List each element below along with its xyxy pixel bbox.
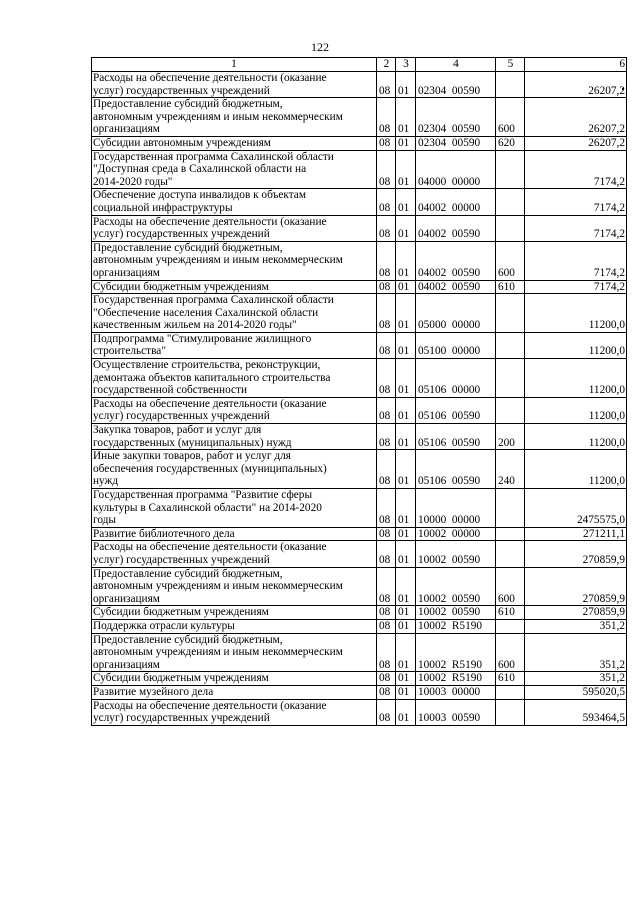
row-name-cell: Субсидии бюджетным учреждениям: [92, 672, 377, 686]
row-name-cell: Государственная программа Сахалинской области "Доступная среда в Сахалинской области на 2014-2020 годы": [92, 150, 377, 189]
row-type-cell: [496, 332, 525, 358]
row-amount-cell: 11200,0: [525, 397, 627, 423]
row-subsection-cell: 01: [396, 567, 416, 606]
row-name-cell: Субсидии бюджетным учреждениям: [92, 280, 377, 294]
table-row: [92, 189, 627, 215]
row-name-cell: Обеспечение доступа инвалидов к объектам социальной инфраструктуры: [92, 189, 377, 215]
row-code-cell: 04002 00590: [416, 215, 496, 241]
table-row: [92, 619, 627, 633]
row-section-cell: 08: [377, 215, 396, 241]
row-code-cell: 05106 00590: [416, 424, 496, 450]
row-name-cell: Расходы на обеспечение деятельности (оказание услуг) государственных учреждений: [92, 397, 377, 423]
row-code-cell: 02304 00590: [416, 72, 496, 98]
row-name-cell: Субсидии бюджетным учреждениям: [92, 606, 377, 620]
row-code-cell: 04002 00590: [416, 280, 496, 294]
row-amount-cell: 2475575,0: [525, 489, 627, 528]
row-name-cell: Предоставление субсидий бюджетным, автономным учреждениям и иным некоммерческим организациям: [92, 241, 377, 280]
row-subsection-cell: 01: [396, 280, 416, 294]
row-code-cell: 05106 00000: [416, 359, 496, 398]
row-amount-cell: 11200,0: [525, 450, 627, 489]
row-code-cell: 02304 00590: [416, 136, 496, 150]
row-section-cell: 08: [377, 489, 396, 528]
row-code-cell: 10002 00590: [416, 606, 496, 620]
row-amount-cell: 271211,1: [525, 527, 627, 541]
row-type-cell: [496, 72, 525, 98]
row-section-cell: 08: [377, 541, 396, 567]
row-type-cell: [496, 294, 525, 333]
row-name-cell: Иные закупки товаров, работ и услуг для обеспечения государственных (муниципальных) нужд: [92, 450, 377, 489]
row-subsection-cell: 01: [396, 150, 416, 189]
row-type-cell: 610: [496, 280, 525, 294]
table-row: [92, 567, 627, 606]
row-section-cell: 08: [377, 189, 396, 215]
row-name-cell: Расходы на обеспечение деятельности (оказание услуг) государственных учреждений: [92, 541, 377, 567]
table-row: [92, 136, 627, 150]
header-col-4: 4: [416, 58, 496, 72]
table-row: [92, 489, 627, 528]
row-amount-cell: 26207,2: [525, 98, 627, 137]
row-amount-cell: 26207,2: [525, 136, 627, 150]
row-code-cell: 10002 00000: [416, 527, 496, 541]
row-section-cell: 08: [377, 424, 396, 450]
row-subsection-cell: 01: [396, 424, 416, 450]
header-col-2: 2: [377, 58, 396, 72]
header-col-6: 6: [525, 58, 627, 72]
table-row: [92, 150, 627, 189]
header-row: [92, 58, 627, 72]
row-code-cell: 10000 00000: [416, 489, 496, 528]
row-subsection-cell: 01: [396, 527, 416, 541]
row-type-cell: 610: [496, 606, 525, 620]
row-subsection-cell: 01: [396, 685, 416, 699]
row-subsection-cell: 01: [396, 215, 416, 241]
table-row: [92, 450, 627, 489]
row-section-cell: 08: [377, 136, 396, 150]
row-type-cell: 620: [496, 136, 525, 150]
row-amount-cell: 351,2: [525, 672, 627, 686]
row-name-cell: Расходы на обеспечение деятельности (оказание услуг) государственных учреждений: [92, 699, 377, 725]
row-subsection-cell: 01: [396, 489, 416, 528]
row-name-cell: Расходы на обеспечение деятельности (оказание услуг) государственных учреждений: [92, 72, 377, 98]
row-code-cell: 10002 R5190: [416, 633, 496, 672]
row-amount-cell: 11200,0: [525, 359, 627, 398]
row-section-cell: 08: [377, 450, 396, 489]
table-row: [92, 215, 627, 241]
row-type-cell: 240: [496, 450, 525, 489]
row-subsection-cell: 01: [396, 672, 416, 686]
row-name-cell: Государственная программа "Развитие сферы культуры в Сахалинской области" на 2014-2020 годы: [92, 489, 377, 528]
page-number: 122: [311, 40, 329, 54]
header-col-5: 5: [496, 58, 525, 72]
row-subsection-cell: 01: [396, 332, 416, 358]
row-amount-cell: 351,2: [525, 633, 627, 672]
row-section-cell: 08: [377, 332, 396, 358]
row-type-cell: [496, 215, 525, 241]
row-name-cell: Предоставление субсидий бюджетным, автономным учреждениям и иным некоммерческим организациям: [92, 633, 377, 672]
row-code-cell: 10002 R5190: [416, 619, 496, 633]
row-name-cell: Предоставление субсидий бюджетным, автономным учреждениям и иным некоммерческим организациям: [92, 567, 377, 606]
table-row: [92, 359, 627, 398]
row-section-cell: 08: [377, 98, 396, 137]
row-code-cell: 10003 00590: [416, 699, 496, 725]
row-section-cell: 08: [377, 633, 396, 672]
row-section-cell: 08: [377, 359, 396, 398]
row-section-cell: 08: [377, 606, 396, 620]
row-code-cell: 05106 00590: [416, 397, 496, 423]
row-amount-cell: 7174,2: [525, 150, 627, 189]
row-subsection-cell: 01: [396, 450, 416, 489]
table-row: [92, 397, 627, 423]
table-row: [92, 541, 627, 567]
row-section-cell: 08: [377, 72, 396, 98]
row-name-cell: Развитие музейного дела: [92, 685, 377, 699]
row-section-cell: 08: [377, 527, 396, 541]
row-subsection-cell: 01: [396, 294, 416, 333]
row-subsection-cell: 01: [396, 633, 416, 672]
row-section-cell: 08: [377, 280, 396, 294]
row-amount-cell: 270859,9: [525, 567, 627, 606]
table-row: [92, 699, 627, 725]
row-subsection-cell: 01: [396, 98, 416, 137]
row-subsection-cell: 01: [396, 541, 416, 567]
row-code-cell: 10002 00590: [416, 541, 496, 567]
row-section-cell: 08: [377, 150, 396, 189]
table-row: [92, 241, 627, 280]
row-amount-cell: 593464,5: [525, 699, 627, 725]
row-subsection-cell: 01: [396, 699, 416, 725]
row-subsection-cell: 01: [396, 606, 416, 620]
row-code-cell: 04002 00000: [416, 189, 496, 215]
row-code-cell: 05100 00000: [416, 332, 496, 358]
row-amount-cell: 7174,2: [525, 280, 627, 294]
row-code-cell: 10003 00000: [416, 685, 496, 699]
row-amount-cell: 270859,9: [525, 606, 627, 620]
table-row: [92, 332, 627, 358]
row-type-cell: 610: [496, 672, 525, 686]
table-row: [92, 280, 627, 294]
row-amount-cell: 7174,2: [525, 215, 627, 241]
row-type-cell: 600: [496, 241, 525, 280]
header-col-3: 3: [396, 58, 416, 72]
row-amount-cell: 7174,2: [525, 241, 627, 280]
row-type-cell: 200: [496, 424, 525, 450]
row-type-cell: [496, 685, 525, 699]
row-subsection-cell: 01: [396, 72, 416, 98]
row-section-cell: 08: [377, 685, 396, 699]
row-code-cell: 02304 00590: [416, 98, 496, 137]
table-row: [92, 294, 627, 333]
row-code-cell: 04002 00590: [416, 241, 496, 280]
budget-table: [91, 57, 627, 726]
row-type-cell: [496, 189, 525, 215]
row-type-cell: 600: [496, 98, 525, 137]
row-code-cell: 04000 00000: [416, 150, 496, 189]
row-section-cell: 08: [377, 397, 396, 423]
row-subsection-cell: 01: [396, 189, 416, 215]
row-type-cell: [496, 489, 525, 528]
row-code-cell: 10002 R5190: [416, 672, 496, 686]
row-amount-cell: 11200,0: [525, 424, 627, 450]
row-name-cell: Поддержка отрасли культуры: [92, 619, 377, 633]
row-type-cell: [496, 150, 525, 189]
row-type-cell: [496, 699, 525, 725]
row-type-cell: [496, 397, 525, 423]
row-amount-cell: 26207,2: [525, 72, 627, 98]
row-name-cell: Предоставление субсидий бюджетным, автономным учреждениям и иным некоммерческим организациям: [92, 98, 377, 137]
row-name-cell: Расходы на обеспечение деятельности (оказание услуг) государственных учреждений: [92, 215, 377, 241]
table-row: [92, 527, 627, 541]
row-amount-cell: 595020,5: [525, 685, 627, 699]
table-row: [92, 606, 627, 620]
row-code-cell: 05000 00000: [416, 294, 496, 333]
row-subsection-cell: 01: [396, 241, 416, 280]
row-subsection-cell: 01: [396, 136, 416, 150]
table-row: [92, 72, 627, 98]
row-section-cell: 08: [377, 699, 396, 725]
row-amount-cell: 11200,0: [525, 332, 627, 358]
table-row: [92, 685, 627, 699]
row-code-cell: 10002 00590: [416, 567, 496, 606]
row-section-cell: 08: [377, 619, 396, 633]
row-section-cell: 08: [377, 294, 396, 333]
row-subsection-cell: 01: [396, 359, 416, 398]
table-row: [92, 98, 627, 137]
row-section-cell: 08: [377, 567, 396, 606]
row-amount-cell: 351,2: [525, 619, 627, 633]
row-name-cell: Государственная программа Сахалинской области "Обеспечение населения Сахалинской области качественным жильем на 2014-2020 годы": [92, 294, 377, 333]
row-type-cell: 600: [496, 633, 525, 672]
header-col-1: 1: [92, 58, 377, 72]
row-type-cell: [496, 359, 525, 398]
row-name-cell: Подпрограмма "Стимулирование жилищного строительства": [92, 332, 377, 358]
row-name-cell: Закупка товаров, работ и услуг для государственных (муниципальных) нужд: [92, 424, 377, 450]
row-name-cell: Субсидии автономным учреждениям: [92, 136, 377, 150]
row-amount-cell: 11200,0: [525, 294, 627, 333]
table-row: [92, 633, 627, 672]
row-type-cell: [496, 527, 525, 541]
row-name-cell: Осуществление строительства, реконструкции, демонтажа объектов капитального строительства государственной собственности: [92, 359, 377, 398]
table-row: [92, 672, 627, 686]
row-amount-cell: 7174,2: [525, 189, 627, 215]
row-section-cell: 08: [377, 672, 396, 686]
row-type-cell: [496, 619, 525, 633]
row-amount-cell: 270859,9: [525, 541, 627, 567]
table-row: [92, 424, 627, 450]
row-name-cell: Развитие библиотечного дела: [92, 527, 377, 541]
row-type-cell: 600: [496, 567, 525, 606]
row-subsection-cell: 01: [396, 619, 416, 633]
row-subsection-cell: 01: [396, 397, 416, 423]
row-code-cell: 05106 00590: [416, 450, 496, 489]
row-section-cell: 08: [377, 241, 396, 280]
row-type-cell: [496, 541, 525, 567]
